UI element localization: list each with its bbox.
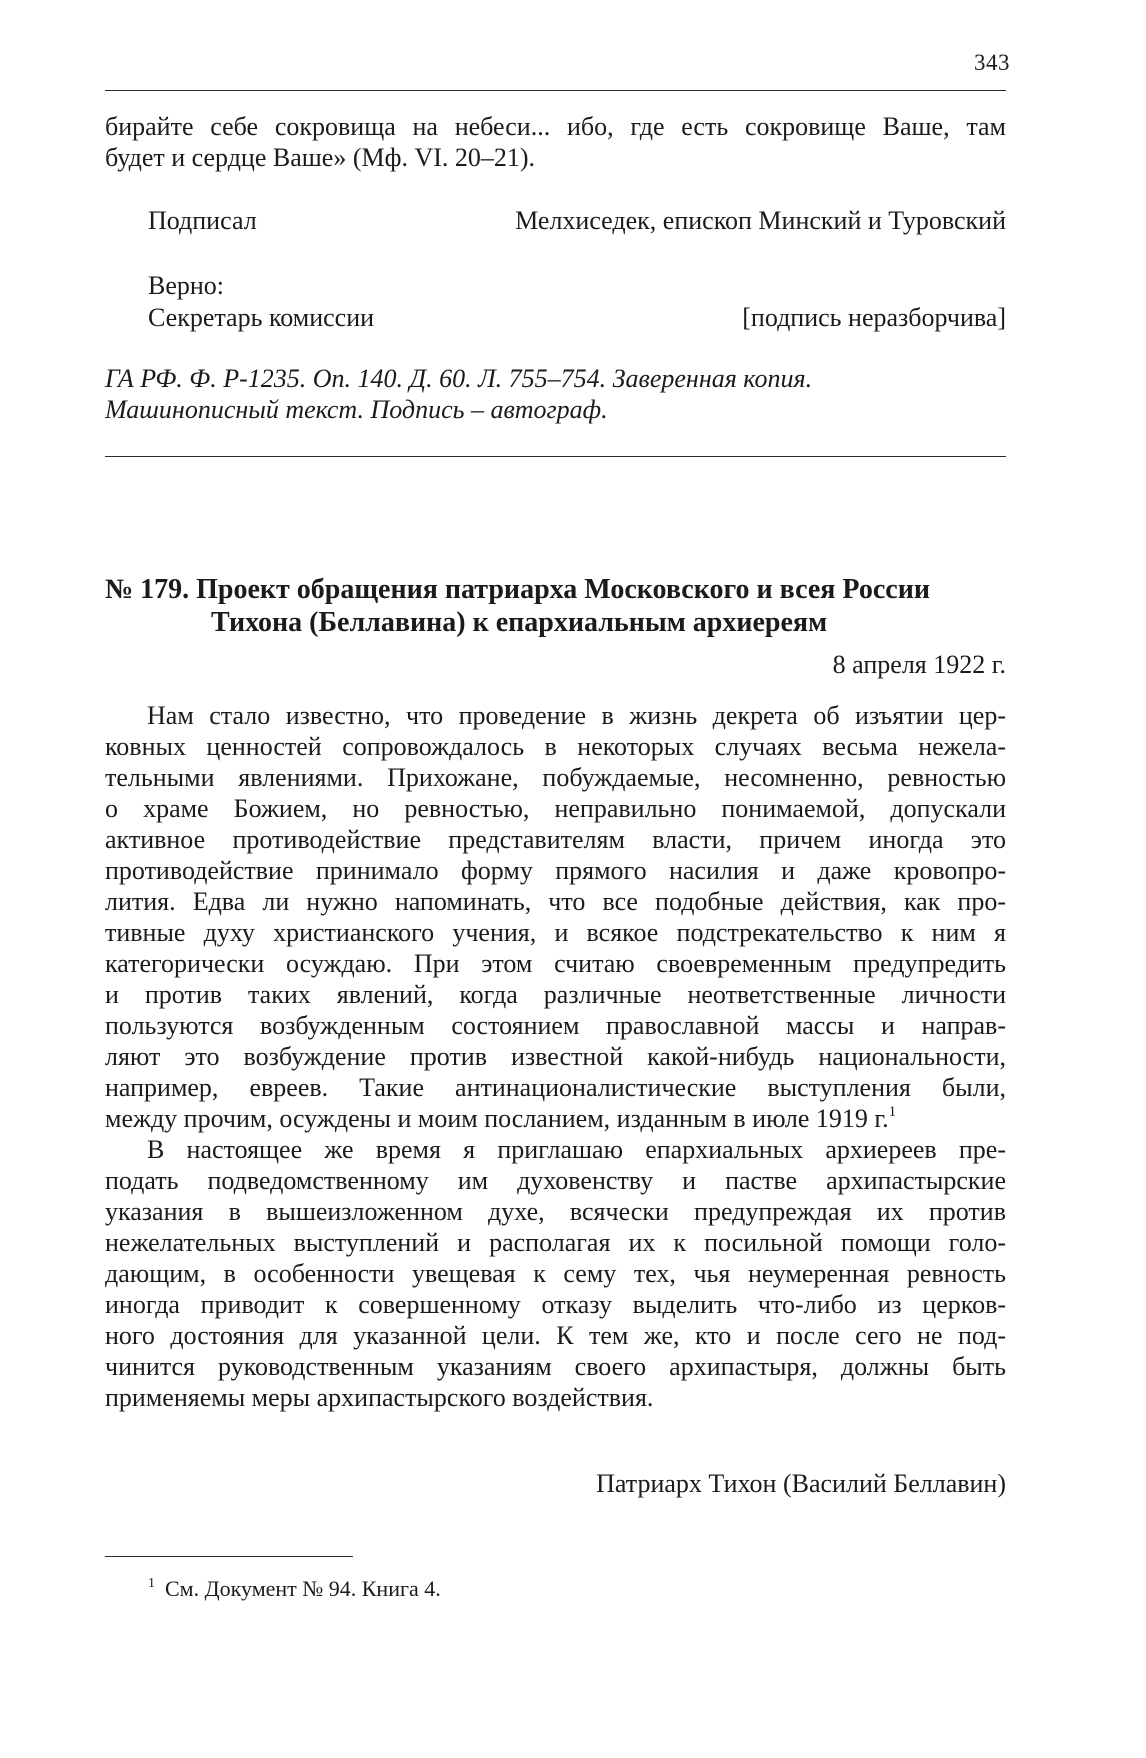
verified-label: Верно: — [148, 271, 225, 300]
footnote — [148, 1575, 441, 1603]
body-line: тельными явлениями. Прихожане, побуждаемые, несомненно, ревностью — [105, 763, 1006, 792]
section-divider — [105, 456, 1006, 457]
body-line: иногда приводит к совершенному отказу выделить что-либо из церков- — [105, 1290, 1006, 1319]
continuation-text — [105, 111, 1006, 173]
text-line: будет и сердце Ваше» (Мф. VI. 20–21). — [105, 143, 536, 172]
body-line: ного достояния для указанной цели. К тем же, кто и после сего не под- — [105, 1321, 1006, 1350]
body-line: дающим, в особенности увещевая к сему тех, чья неумеренная ревность — [105, 1259, 1006, 1288]
document-title-line1: № 179. Проект обращения патриарха Московского и всея России — [105, 574, 930, 605]
body-line: В настоящее же время я приглашаю епархиальных архиереев пре- — [147, 1135, 1006, 1164]
secretary-label: Секретарь комиссии — [148, 303, 375, 332]
document-title-line2: Тихона (Беллавина) к епархиальным архиереям — [211, 607, 828, 638]
footnote-marker: 1 — [148, 1576, 155, 1591]
document-title — [105, 573, 1006, 639]
text-line: бирайте себе сокровища на небеси... ибо, где есть сокровище Ваше, там — [105, 112, 1006, 141]
patriarch-signature: Патриарх Тихон (Василий Беллавин) — [596, 1469, 1006, 1498]
body-line: активное противодействие представителям власти, причем иногда это — [105, 825, 1006, 854]
body-line: противодействие принимало форму прямого насилия и даже кровопро- — [105, 856, 1006, 885]
body-line: между прочим, осуждены и моим посланием, изданным в июле 1919 г. — [105, 1104, 889, 1133]
body-line: нежелательных выступлений и располагая их к посильной помощи голо- — [105, 1228, 1006, 1257]
archive-line: ГА РФ. Ф. Р-1235. Оп. 140. Д. 60. Л. 755–754. Заверенная копия. — [105, 364, 813, 393]
footnote-ref[interactable]: 1 — [888, 1104, 897, 1120]
body-line: указания в вышеизложенном духе, всячески предупреждая их против — [105, 1197, 1006, 1226]
body-line: ляют это возбуждение против известной какой-нибудь национальности, — [105, 1042, 1006, 1071]
body-line: пользуются возбужденным состоянием православной массы и направ- — [105, 1011, 1006, 1040]
footnote-text: См. Документ № 94. Книга 4. — [165, 1576, 441, 1601]
signed-name: Мелхиседек, епископ Минский и Туровский — [515, 206, 1006, 235]
secretary-signature: [подпись неразборчива] — [742, 303, 1006, 332]
archive-line: Машинописный текст. Подпись – автограф. — [105, 395, 608, 424]
body-line: Нам стало известно, что проведение в жизнь декрета об изъятии цер- — [147, 701, 1006, 730]
body-line: и против таких явлений, когда различные неответственные личности — [105, 980, 1006, 1009]
signed-row — [148, 205, 1006, 236]
archive-reference — [105, 363, 1006, 425]
body-line: тивные духу христианского учения, и всякое подстрекательство к ним я — [105, 918, 1006, 947]
body-line-with-footnote — [105, 1103, 1006, 1134]
body-line: например, евреев. Такие антинационалистические выступления были, — [105, 1073, 1006, 1102]
page-number: 343 — [974, 50, 1010, 75]
header-rule — [105, 90, 1006, 91]
body-line: ковных ценностей сопровождалось в некоторых случаях весьма нежела- — [105, 732, 1006, 761]
document-body — [105, 700, 1006, 1413]
body-line: применяемы меры архипастырского воздействия. — [105, 1383, 654, 1412]
body-line: о храме Божием, но ревностью, неправильно понимаемой, допускали — [105, 794, 1006, 823]
footnote-rule — [105, 1556, 353, 1557]
secretary-row — [148, 302, 1006, 333]
signed-label: Подписал — [148, 206, 257, 235]
document-date: 8 апреля 1922 г. — [832, 650, 1006, 679]
body-line: чинится руководственным указаниям своего архипастыря, должны быть — [105, 1352, 1006, 1381]
body-line: категорически осуждаю. При этом считаю своевременным предупредить — [105, 949, 1006, 978]
body-line: лития. Едва ли нужно напоминать, что все подобные действия, как про- — [105, 887, 1006, 916]
body-line: подать подведомственному им духовенству и пастве архипастырские — [105, 1166, 1006, 1195]
